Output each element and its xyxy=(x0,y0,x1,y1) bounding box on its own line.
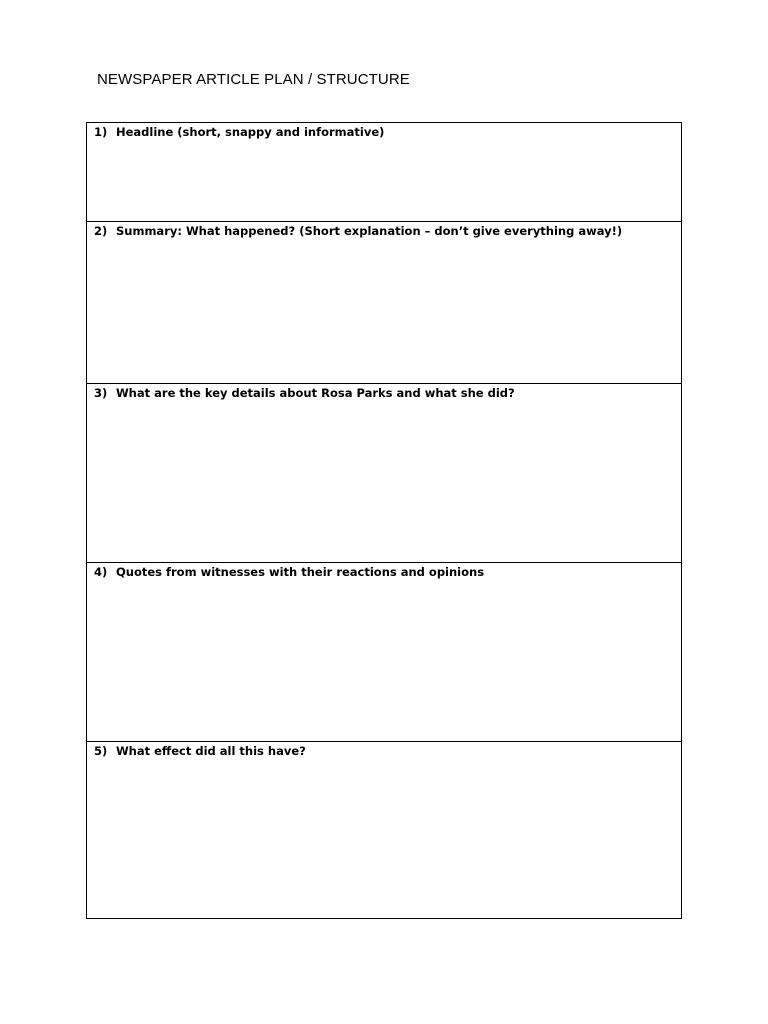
section-quotes[interactable] xyxy=(87,562,681,741)
section-prompt: Summary: What happened? (Short explanation – don’t give everything away!) xyxy=(116,224,623,238)
section-prompt: Headline (short, snappy and informative) xyxy=(116,125,385,139)
section-prompt: Quotes from witnesses with their reactions and opinions xyxy=(116,565,485,579)
section-headline[interactable] xyxy=(87,123,681,221)
section-key-details[interactable] xyxy=(87,383,681,562)
section-prompt: What are the key details about Rosa Parks and what she did? xyxy=(116,386,515,400)
section-prompt: What effect did all this have? xyxy=(116,744,306,758)
section-number: 4) xyxy=(94,565,108,579)
section-summary[interactable] xyxy=(87,221,681,383)
plan-table xyxy=(86,122,682,919)
section-number: 1) xyxy=(94,125,108,139)
page-title: NEWSPAPER ARTICLE PLAN / STRUCTURE xyxy=(97,71,410,88)
section-number: 2) xyxy=(94,224,108,238)
section-effect[interactable] xyxy=(87,741,681,918)
section-number: 5) xyxy=(94,744,108,758)
section-number: 3) xyxy=(94,386,108,400)
